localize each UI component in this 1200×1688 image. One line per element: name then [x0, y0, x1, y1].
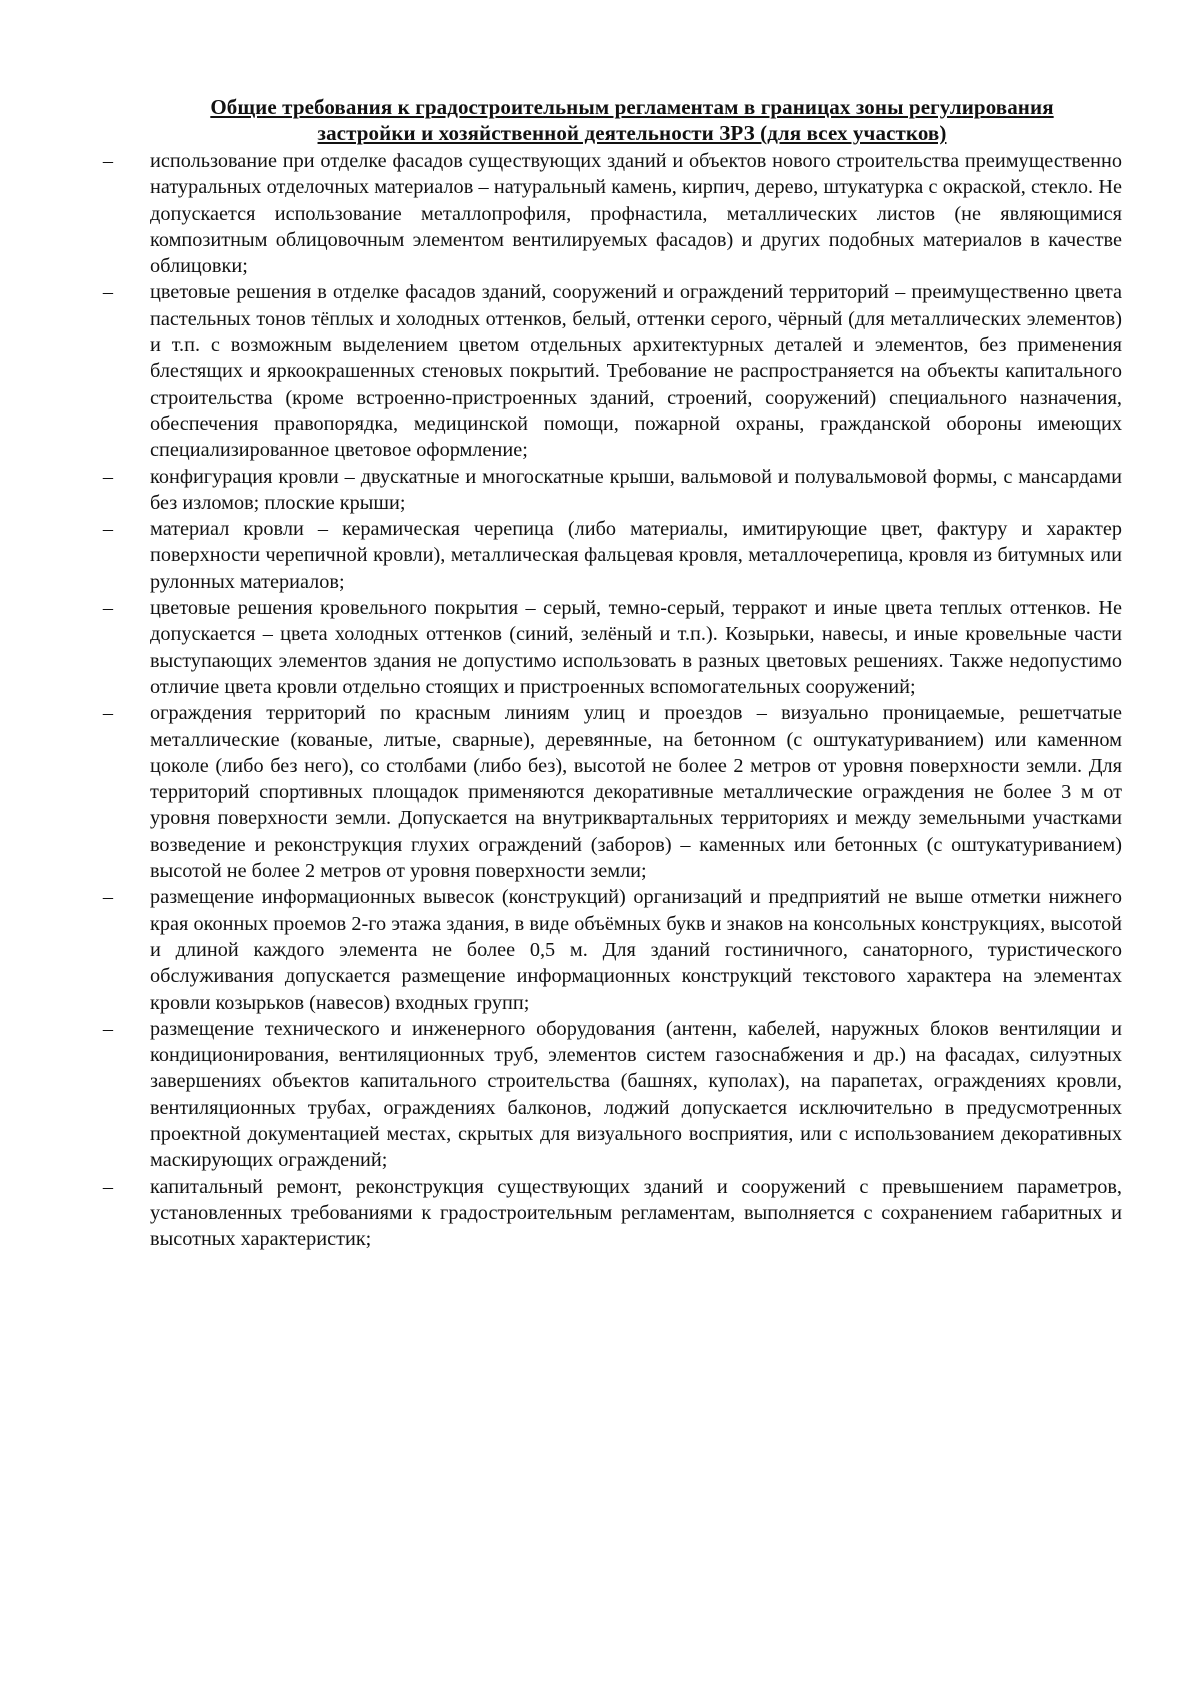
bullet-dash: –: [102, 465, 114, 488]
list-item-text: размещение информационных вывесок (конструкций) организаций и предприятий не выше отметки нижнего края оконных проемов 2-го этажа здания, в виде объёмных букв и знаков на консольных конструкциях, высотой и длиной каждого элемента не более 0,5 м. Для зданий гостиничного, санаторного, туристического обслуживания допускается размещение информационных конструкций текстового характера на элементах кровли козырьков (навесов) входных групп;: [150, 886, 1122, 1014]
list-item: [102, 595, 1122, 700]
bullet-dash: –: [102, 518, 114, 541]
list-item-text: размещение технического и инженерного оборудования (антенн, кабелей, наружных блоков вентиляции и кондиционирования, вентиляционных труб, элементов систем газоснабжения и др.) на фасадах, силуэтных завершениях объектов капитального строительства (башнях, куполах), на парапетах, ограждениях кровли, вентиляционных трубах, ограждениях балконов, лоджий допускается исключительно в предусмотренных проектной документацией местах, скрытых для визуального восприятия, или с использованием декоративных маскирующих ограждений;: [150, 1017, 1122, 1172]
bullet-dash: –: [102, 281, 114, 304]
list-item: [102, 516, 1122, 595]
requirements-list: [102, 148, 1122, 1252]
list-item-text: использование при отделке фасадов существующих зданий и объектов нового строительства преимущественно натуральных отделочных материалов – натуральный камень, кирпич, дерево, штукатурка с окраской, стекло. Не допускается использование металлопрофиля, профнастила, металлических листов (не являющимися композитным облицовочным элементом вентилируемых фасадов) и других подобных материалов в качестве облицовки;: [150, 150, 1122, 278]
list-item-text: капитальный ремонт, реконструкция существующих зданий и сооружений с превышением параметров, установленных требованиями к градостроительным регламентам, выполняется с сохранением габаритных и высотных характеристик;: [150, 1175, 1122, 1251]
list-item-text: цветовые решения кровельного покрытия – серый, темно-серый, терракот и иные цвета теплых оттенков. Не допускается – цвета холодных оттенков (синий, зелёный и т.п.). Козырьки, навесы, и иные кровельные части выступающих элементов здания не допустимо использовать в разных цветовых решениях. Также недопустимо отличие цвета кровли отдельно стоящих и пристроенных вспомогательных сооружений;: [150, 597, 1122, 698]
title-line-2: застройки и хозяйственной деятельности ЗРЗ (для всех участков): [317, 121, 947, 145]
title-line-1: Общие требования к градостроительным регламентам в границах зоны регулирования: [210, 95, 1054, 119]
list-item-text: конфигурация кровли – двускатные и многоскатные крыши, вальмовой и полувальмовой формы, с мансардами без изломов; плоские крыши;: [150, 465, 1122, 514]
list-item: [102, 884, 1122, 1015]
list-item: [102, 700, 1122, 884]
bullet-dash: –: [102, 886, 114, 909]
list-item: [102, 1174, 1122, 1253]
document-title: [142, 94, 1122, 146]
list-item: [102, 148, 1122, 279]
list-item: [102, 1016, 1122, 1174]
list-item-text: ограждения территорий по красным линиям улиц и проездов – визуально проницаемые, решетчатые металлические (кованые, литые, сварные), деревянные, на бетонном (с оштукатуриванием) или каменном цоколе (либо без него), со столбами (либо без), высотой не более 2 метров от уровня поверхности земли. Для территорий спортивных площадок применяются декоративные металлические ограждения не более 3 м от уровня поверхности земли. Допускается на внутриквартальных территориях и между земельными участками возведение и реконструкция глухих ограждений (заборов) – каменных или бетонных (с оштукатуриванием) высотой не более 2 метров от уровня поверхности земли;: [150, 702, 1122, 883]
list-item-text: материал кровли – керамическая черепица (либо материалы, имитирующие цвет, фактуру и характер поверхности черепичной кровли), металлическая фальцевая кровля, металлочерепица, кровля из битумных или рулонных материалов;: [150, 518, 1122, 593]
list-item: [102, 279, 1122, 463]
list-item: [102, 464, 1122, 517]
bullet-dash: –: [102, 150, 114, 172]
bullet-dash: –: [102, 1175, 114, 1198]
bullet-dash: –: [102, 1017, 114, 1040]
list-item-text: цветовые решения в отделке фасадов зданий, сооружений и ограждений территорий – преимущественно цвета пастельных тонов тёплых и холодных оттенков, белый, оттенки серого, чёрный (для металлических элементов) и т.п. с возможным выделением цветом отдельных архитектурных деталей и элементов, без применения блестящих и яркоокрашенных стеновых покрытий. Требование не распространяется на объекты капитального строительства (кроме встроенно-пристроенных зданий, строений, сооружений) специального назначения, обеспечения правопорядка, медицинской помощи, пожарной охраны, гражданской обороны имеющих специализированное цветовое оформление;: [150, 281, 1122, 462]
bullet-dash: –: [102, 597, 114, 620]
bullet-dash: –: [102, 702, 114, 725]
